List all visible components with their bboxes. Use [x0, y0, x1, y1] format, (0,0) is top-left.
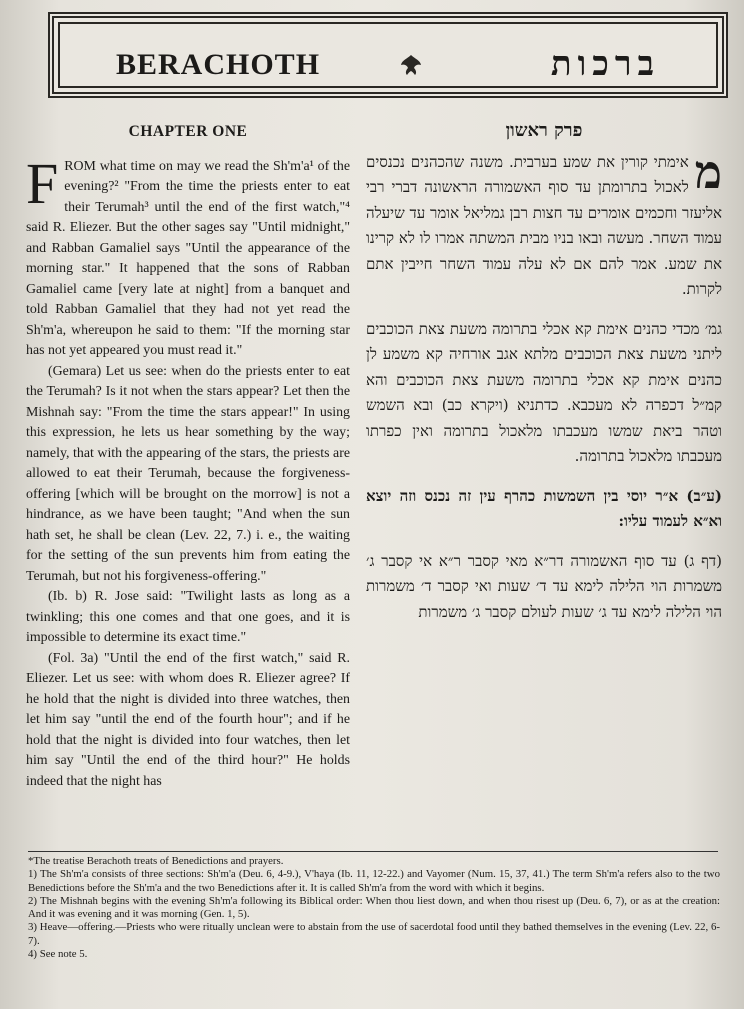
fleuron-icon — [398, 52, 424, 78]
footnote-3: 3) Heave—offering.—Priests who were ritually unclean were to abstain from the use of sacerdotal food until they bathed themselves in the evening (Lev. 22, 6-7). — [28, 921, 720, 947]
english-paragraph-gemara: (Gemara) Let us see: when do the priests enter to eat the Terumah? Is it not when the stars appear? Let then the Mishnah say: "From the time the stars appear!" In using this expression, he lets us hear something by the way; namely, that with the appearing of the stars, the priests are allowed to eat their Terumah, because the forgiveness-offering [which will be brought on the morrow] is not a hindrance, as we have been taught; "And when the sun hath set, he shall be clean (Lev. 22, 7.) i. e., the waiting for the setting of the sun prevents him from eating the Terumah, but not his forgiveness-offering." — [26, 363, 350, 584]
footnote-1: 1) The Sh'm'a consists of three sections: Sh'm'a (Deu. 6, 4-9.), V'haya (Ib. 11, 12-22.) and Vayomer (Num. 15, 37, 41.) The term Sh'm'a refers also to the two Benedictions before the Sh'm'a and the two Benedictions after it. It is called Sh'm'a from the word with which it begins. — [28, 868, 720, 894]
footnote-divider — [28, 851, 718, 852]
chapter-title-hebrew: פרק ראשון — [505, 120, 583, 141]
header-title-english: BERACHOTH — [116, 48, 321, 81]
hebrew-text: אימתי קורין את שמע בערבית. משנה שהכהנים נכנסים לאכול בתרומתן עד סוף האשמורה הראשונה דברי רבי אליעזר וחכמים אומרים עד חצות רבן גמליאל אומר עד שיעלה עמוד השחר. מעשה ובאו בניו מבית המשתה אמרו לו לא קרינו את שמע. אמר להם אם לא עלה עמוד השחר חייבין אתם לקרות. — [366, 152, 722, 298]
footnote-4: 4) See note 5. — [28, 948, 88, 961]
footnotes — [28, 855, 720, 961]
hebrew-daf-gimel: (דף ג) עד סוף האשמורה דר״א מאי קסבר ר״א אי קסבר ג׳ משמרות הוי הלילה לימא עד ד׳ שעות ואי קסבר ד׳ משמרות הוי הלילה לימא עד ג׳ שעות לעולם קסבר ג׳ משמרות — [366, 551, 722, 621]
english-paragraph-fol-3a: (Fol. 3a) "Until the end of the first watch," said R. Eliezer. Let us see: with whom does R. Eliezer agree? If he hold that the night is divided into three watches, then let him say "until the end of the fourth hour"; and if he hold that the night is divided into four watches, then let him say "Until the end of the third hour?" He holds indeed that the night has — [26, 650, 350, 789]
header-title-hebrew: ברכות — [550, 46, 660, 83]
footnote-2: 2) The Mishnah begins with the evening Sh'm'a following its Biblical order: When thou liest down, and when thou risest up (Deu. 6, 7), or as at the creation: And it was evening and it was morning (Gen. 1, 5). — [28, 894, 720, 921]
english-paragraph-mishnah — [26, 150, 350, 362]
page-header — [48, 12, 728, 98]
english-column — [26, 122, 350, 792]
chapter-title-english: CHAPTER ONE — [128, 123, 248, 140]
hebrew-ib-b: (ע״ב) א״ר יוסי בין השמשות כהרף עין זה נכנס וזה יוצא וא״א לעמוד עליו: — [366, 486, 722, 530]
hebrew-drop-cap: מ — [694, 144, 722, 199]
hebrew-column — [366, 118, 722, 639]
drop-cap: F — [26, 150, 59, 216]
hebrew-gemara: גמ׳ מכדי כהנים אימת קא אכלי בתרומה משעת צאת הכוכבים ליתני משעת צאת הכוכבים מלתא אגב אורחיה קא משמע לן כהנים אימת קא אכלי בתרומה משעת צאת הכוכבים והא קמ״ל דכפרה לא מעכבא. כדתניא (ויקרא כב) ובא השמש וטהר ביאת שמשו מעכבתו מלאכול בתרומה ואין כפרתו מעכבתו מלאכול בתרומה. — [366, 319, 722, 465]
english-paragraph-ib-b: (Ib. b) R. Jose said: "Twilight lasts as long as a twinkling; this one comes and that one goes, and it is impossible to determine its exact time." — [26, 589, 350, 645]
paragraph-text: ROM what time on may we read the Sh'm'a¹ of the evening?² "From the time the priests enter to eat their Terumah³ until the end of the first watch,"⁴ said R. Eliezer. But the other sages say "Until midnight," and Rabban Gamaliel says "Until the appearance of the morning star." It happened that the sons of Rabban Gamaliel came [very late at night] from a banquet and told Rabban Gamaliel that they had not yet read the Sh'm'a, whereupon he said to them: "If the morning star has not yet appeared you must read it." — [26, 158, 350, 358]
footnote-intro: *The treatise Berachoth treats of Benedictions and prayers. — [28, 855, 284, 867]
hebrew-mishnah — [366, 144, 722, 303]
